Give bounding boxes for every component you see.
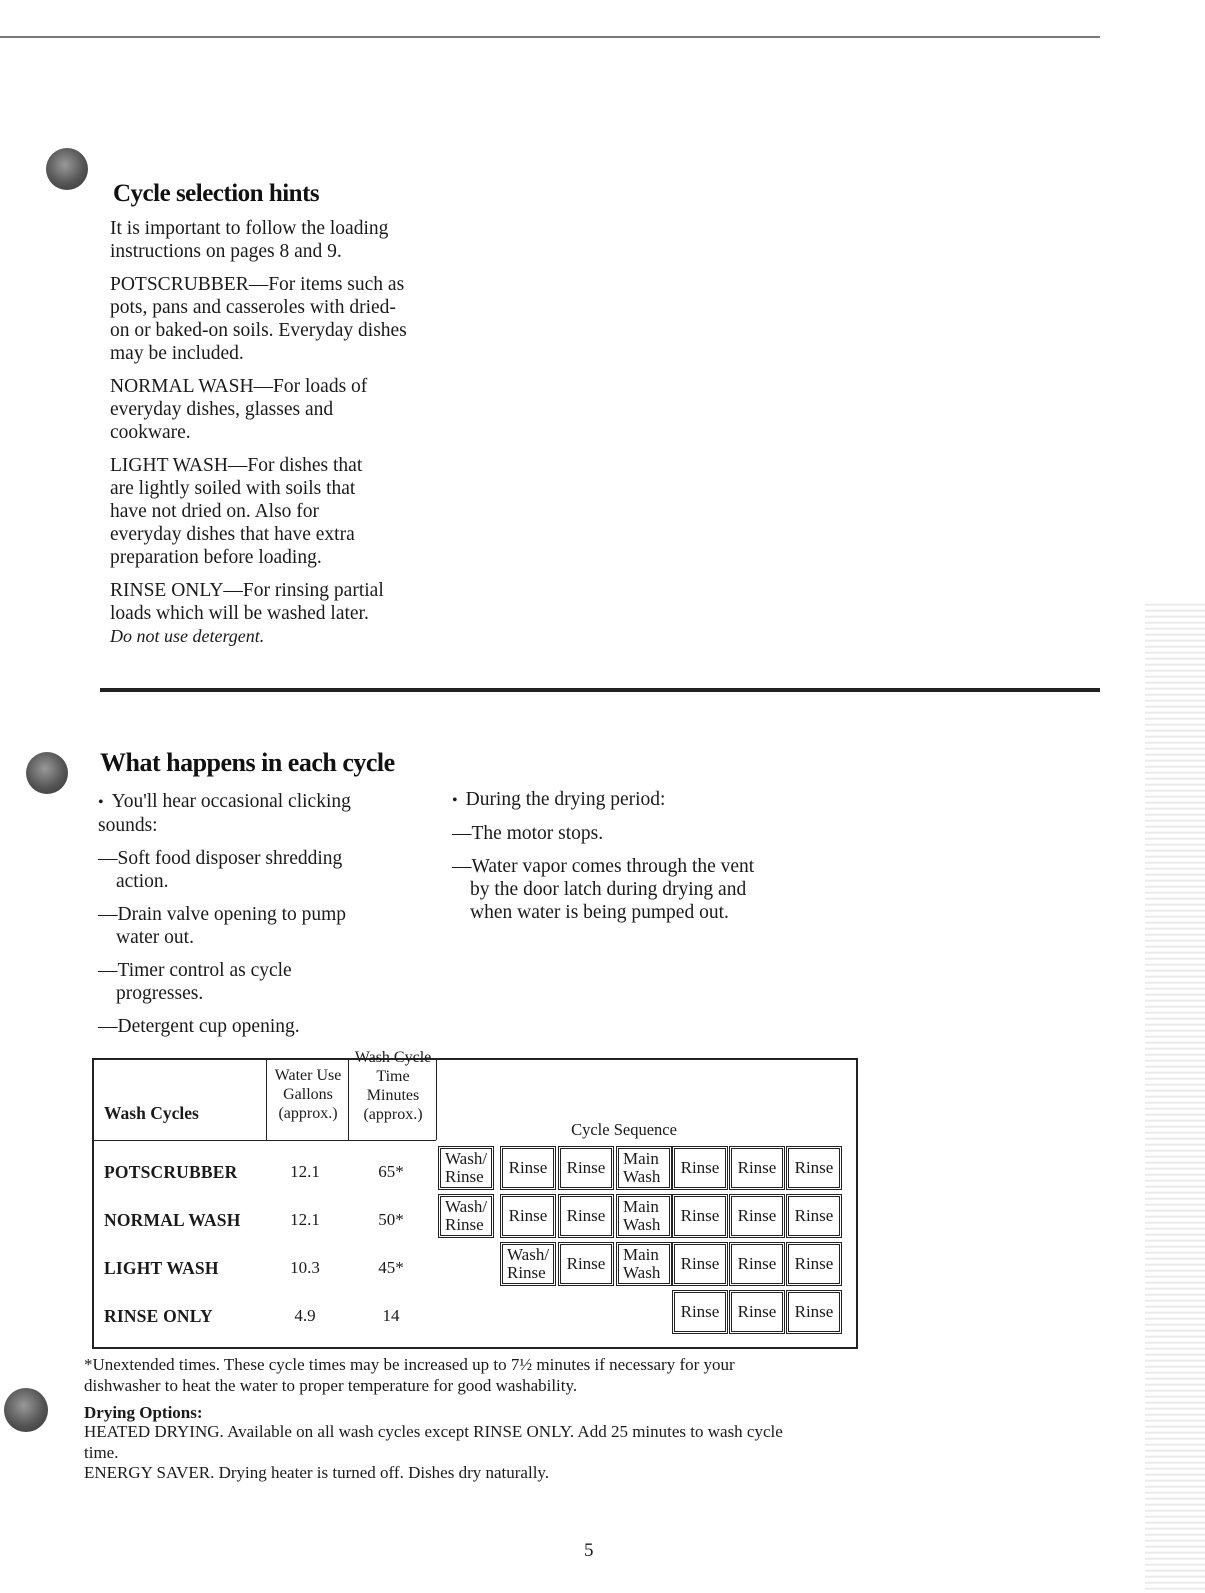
cycle-table — [92, 1049, 858, 1349]
row-minutes: 50* — [378, 1210, 404, 1229]
sequence-step: Rinse — [674, 1148, 726, 1188]
sequence-step: Rinse — [674, 1292, 726, 1332]
page-number: 5 — [584, 1540, 594, 1561]
sequence-step: Wash/ Rinse — [502, 1244, 554, 1284]
scan-edge-artifact — [1145, 600, 1205, 1593]
list-item: —The motor stops. — [452, 823, 604, 844]
table-footnote: *Unextended times. These cycle times may be increased up to 7½ minutes if necessary for your dishwasher to heat the water to proper temperature for good washability. — [84, 1355, 735, 1395]
heated-drying-text: HEATED DRYING. Available on all wash cycles except RINSE ONLY. Add 25 minutes to wash cycle time. — [84, 1422, 783, 1462]
list-item: • During the drying period: — [452, 788, 752, 812]
row-cycle-name: LIGHT WASH — [104, 1258, 219, 1278]
clicking-sounds-list — [98, 790, 398, 1048]
row-cycle-name: POTSCRUBBER — [104, 1162, 238, 1182]
section-title-cycle-hints: Cycle selection hints — [113, 180, 320, 207]
sequence-step: Rinse — [560, 1148, 612, 1188]
list-item: —Detergent cup opening. — [98, 1016, 300, 1037]
header-water-use: Water Use Gallons (approx.) — [274, 1067, 342, 1122]
hint-paragraph: It is important to follow the loading instructions on pages 8 and 9. — [110, 218, 389, 262]
row-minutes: 14 — [382, 1306, 400, 1325]
section-divider — [100, 688, 1100, 692]
energy-saver-text: ENERGY SAVER. Drying heater is turned off. Dishes dry naturally. — [84, 1463, 550, 1482]
cycle-hints-text — [110, 217, 410, 658]
section-bullet-icon — [4, 1388, 48, 1432]
section-title-what-happens: What happens in each cycle — [100, 748, 395, 777]
hint-paragraph: POTSCRUBBER—For items such as pots, pans and casseroles with dried-on or baked-on soils. Everyday dishes may be included. — [110, 274, 407, 364]
sequence-step: Wash/ Rinse — [440, 1196, 492, 1236]
section-bullet-icon — [46, 148, 88, 190]
hint-paragraph: LIGHT WASH—For dishes that are lightly soiled with soils that have not dried on. Also for everyday dishes that have extra preparation before loading. — [110, 455, 363, 568]
hint-note: Do not use detergent. — [110, 626, 265, 646]
row-cycle-name: RINSE ONLY — [104, 1306, 213, 1326]
header-wash-cycles: Wash Cycles — [104, 1103, 199, 1123]
list-item: —Water vapor comes through the vent by the door latch during drying and when water is being pumped out. — [452, 856, 755, 923]
sequence-step: Rinse — [731, 1196, 783, 1236]
list-item: —Drain valve opening to pump water out. — [98, 904, 347, 948]
sequence-step: Main Wash — [618, 1196, 670, 1236]
sequence-step: Main Wash — [618, 1148, 670, 1188]
drying-period-list — [452, 788, 755, 934]
row-minutes: 45* — [378, 1258, 404, 1277]
header-cycle-time: Wash Cycle Time Minutes (approx.) — [354, 1049, 432, 1123]
section-bullet-icon — [26, 752, 68, 794]
sequence-step: Rinse — [788, 1244, 840, 1284]
sequence-step: Rinse — [788, 1292, 840, 1332]
row-gallons: 4.9 — [294, 1306, 316, 1325]
sequence-step: Rinse — [731, 1292, 783, 1332]
row-gallons: 12.1 — [290, 1210, 320, 1229]
sequence-step: Rinse — [731, 1148, 783, 1188]
hint-paragraph: NORMAL WASH—For loads of everyday dishes, glasses and cookware. — [110, 376, 368, 443]
drying-options-title: Drying Options: — [84, 1403, 203, 1422]
list-item: —Soft food disposer shredding action. — [98, 848, 343, 892]
top-rule — [0, 36, 1100, 38]
sequence-step: Rinse — [674, 1244, 726, 1284]
list-item: —Timer control as cycle progresses. — [98, 960, 292, 1004]
sequence-step: Rinse — [560, 1196, 612, 1236]
sequence-step: Main Wash — [618, 1244, 670, 1284]
sequence-step: Rinse — [502, 1196, 554, 1236]
header-cycle-sequence: Cycle Sequence — [571, 1120, 677, 1139]
row-gallons: 10.3 — [290, 1258, 320, 1277]
sequence-step: Rinse — [788, 1196, 840, 1236]
row-minutes: 65* — [378, 1162, 404, 1181]
sequence-step: Rinse — [674, 1196, 726, 1236]
row-gallons: 12.1 — [290, 1162, 320, 1181]
sequence-step: Rinse — [502, 1148, 554, 1188]
sequence-step: Rinse — [788, 1148, 840, 1188]
sequence-step: Rinse — [731, 1244, 783, 1284]
hint-paragraph: RINSE ONLY—For rinsing partial loads which will be washed later. — [110, 580, 384, 624]
list-item: • You'll hear occasional clicking sounds: — [98, 790, 398, 837]
row-cycle-name: NORMAL WASH — [104, 1210, 241, 1230]
sequence-step: Wash/ Rinse — [440, 1148, 492, 1188]
sequence-step: Rinse — [560, 1244, 612, 1284]
